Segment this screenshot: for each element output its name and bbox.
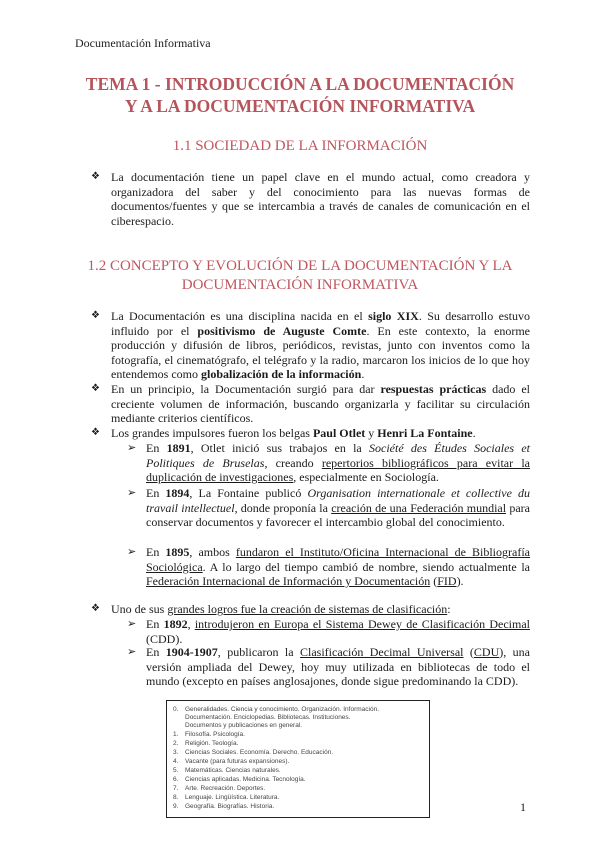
figure-row xyxy=(173,767,281,775)
sub-list-item xyxy=(127,617,530,646)
cdu-classification-figure xyxy=(166,700,430,818)
text: . Su desarrollo estuvo influido por el xyxy=(111,309,530,338)
row-text: Matemáticas. Ciencias naturales. xyxy=(185,767,281,774)
list-item xyxy=(91,170,530,228)
title-line-1: TEMA 1 - INTRODUCCIÓN A LA DOCUMENTACIÓN xyxy=(85,74,515,94)
bold-text: Henri La Fontaine xyxy=(377,426,473,440)
text: , ambos xyxy=(189,545,236,559)
arrow-bullet-icon: ➢ xyxy=(127,546,137,558)
row-number: 9. xyxy=(173,803,179,810)
figure-row xyxy=(173,740,238,748)
text: y xyxy=(365,426,378,440)
figure-row xyxy=(173,758,289,766)
arrow-bullet-icon: ➢ xyxy=(127,646,137,658)
underlined-text: Federación Internacional de Información y Documentación xyxy=(146,574,431,589)
bold-text: globalización de la información xyxy=(200,367,362,382)
row-text: Ciencias Sociales. Economía. Derecho. Educación. xyxy=(185,749,334,756)
figure-row xyxy=(173,803,274,811)
row-text: Vacante (para futuras expansiones). xyxy=(185,758,290,765)
text: , Otlet inició sus trabajos en la xyxy=(190,441,370,455)
diamond-bullet-icon: ❖ xyxy=(91,603,100,614)
bold-text: 1894 xyxy=(165,486,190,500)
heading-line-2: DOCUMENTACIÓN INFORMATIVA xyxy=(181,277,419,293)
figure-row xyxy=(173,776,306,784)
underlined-text: FID xyxy=(437,574,457,589)
diamond-bullet-icon: ❖ xyxy=(91,171,100,182)
text: , publicaron la xyxy=(217,645,301,659)
row-number: 2. xyxy=(173,740,179,747)
underlined-text: fundaron el Instituto/Oficina Internacional de Bibliografía Sociológica xyxy=(146,545,530,574)
page-number: 1 xyxy=(520,800,526,814)
underlined-text: CDU xyxy=(473,645,500,659)
row-text: Documentos y publicaciones en general. xyxy=(185,722,303,729)
list-item xyxy=(91,309,531,382)
text: En xyxy=(146,617,164,631)
text: , La Fontaine publicó xyxy=(189,486,308,500)
underlined-text: grandes logros fue la creación de sistemas de clasificación xyxy=(167,602,448,616)
list-item xyxy=(91,426,530,441)
row-number: 3. xyxy=(173,749,179,756)
text: , especialmente en Sociología. xyxy=(293,470,439,485)
row-text: Lenguaje. Lingüística. Literatura. xyxy=(185,794,280,801)
row-number: 5. xyxy=(173,767,179,774)
italic-text: Organisation internationale et collective du travail intellectuel xyxy=(146,486,530,515)
bullet-text: La documentación tiene un papel clave en el mundo actual, como creadora y organizadora del saber y del conocimiento para las nuevas formas de documentos/fuentes y que se intercambia a través de canales de comunicación en el ciberespacio. xyxy=(111,170,530,228)
heading-line-1: 1.2 CONCEPTO Y EVOLUCIÓN DE LA DOCUMENTACIÓN Y LA xyxy=(87,258,513,274)
row-number: 4. xyxy=(173,758,179,765)
title-line-2: Y A LA DOCUMENTACIÓN INFORMATIVA xyxy=(124,96,476,116)
sub-list-item xyxy=(127,645,530,689)
bold-text: Paul Otlet xyxy=(312,426,366,440)
text: En un principio, la Documentación surgió para dar xyxy=(111,382,381,396)
bold-text: positivismo de Auguste Comte xyxy=(197,323,367,338)
text: , creando xyxy=(264,455,322,470)
text: ). xyxy=(456,574,464,589)
running-header: Documentación Informativa xyxy=(75,36,211,50)
sub-list-item xyxy=(127,441,530,485)
underlined-text: creación de una Federación mundial xyxy=(331,500,507,515)
row-text: Filosofía. Psicología. xyxy=(185,731,245,738)
text: . En este contexto, la enorme producción y difusión de libros, periódicos, revistas, junto con inventos como la fotografía, el cinematógrafo, el telégrafo y la radio, marcaron los inicios de lo que hoy entendemos como xyxy=(111,323,531,382)
arrow-bullet-icon: ➢ xyxy=(127,487,137,499)
text: para conservar documentos y favorecer el intercambio global del conocimiento. xyxy=(146,500,530,530)
figure-row xyxy=(173,749,333,757)
bold-text: 1891 xyxy=(166,441,191,455)
bold-text: respuestas prácticas xyxy=(380,382,487,396)
diamond-bullet-icon: ❖ xyxy=(91,383,100,394)
text: En xyxy=(146,645,166,659)
sub-list-item xyxy=(127,486,530,530)
figure-row xyxy=(173,714,350,722)
text: ( xyxy=(430,574,438,589)
list-item xyxy=(91,602,530,617)
text: ), una versión ampliada del Dewey, hoy muy utilizada en bibliotecas de todo el mundo (excepto en países anglosajones, donde sigue predominando la CDD). xyxy=(146,645,530,689)
text: En xyxy=(146,545,166,559)
sub-list-item xyxy=(127,545,530,589)
row-number: 1. xyxy=(173,731,179,738)
underlined-text: introdujeron en Europa el Sistema Dewey de Clasificación Decimal xyxy=(194,617,530,631)
text: . A lo largo del tiempo cambió de nombre, siendo actualmente la xyxy=(202,559,530,574)
underlined-text: repertorios bibliográficos para evitar la duplicación de investigaciones xyxy=(146,455,530,485)
underlined-text: Clasificación Decimal Universal xyxy=(300,645,464,659)
row-number: 8. xyxy=(173,794,179,801)
text: Uno de sus xyxy=(111,602,168,616)
list-item xyxy=(91,382,530,426)
text: En xyxy=(146,441,167,455)
text: Los grandes impulsores fueron los belgas xyxy=(111,426,313,440)
bold-text: siglo XIX xyxy=(368,309,419,323)
text: dado el creciente volumen de información, buscando organizarla y facilitar su circulación mediante criterios científicos. xyxy=(111,382,530,426)
text: La Documentación es una disciplina nacida en el xyxy=(111,309,369,323)
text: . xyxy=(472,426,476,440)
bold-text: 1892 xyxy=(163,617,188,631)
text: En xyxy=(146,486,166,500)
figure-row xyxy=(173,794,279,802)
diamond-bullet-icon: ❖ xyxy=(91,310,100,321)
row-text: Geografía. Biografías. Historia. xyxy=(185,803,275,810)
row-text: Arte. Recreación. Deportes. xyxy=(185,785,266,792)
row-text: Religión. Teología. xyxy=(185,740,239,747)
section-heading-1-2 xyxy=(62,257,538,295)
text: (CDD). xyxy=(146,631,183,646)
arrow-bullet-icon: ➢ xyxy=(127,442,137,454)
row-number: 6. xyxy=(173,776,179,783)
section-heading-1-1: 1.1 SOCIEDAD DE LA INFORMACIÓN xyxy=(172,138,428,154)
text: . xyxy=(361,367,365,382)
italic-text: Société des Études Sociales et Politiques de Bruselas xyxy=(146,441,530,470)
row-text: Generalidades. Ciencia y conocimiento. Organización. Información. xyxy=(185,706,380,713)
row-text: Documentación. Enciclopedias. Bibliotecas. Instituciones. xyxy=(185,714,351,721)
row-number: 7. xyxy=(173,785,179,792)
text: ( xyxy=(463,645,474,659)
row-number: 0. xyxy=(173,706,179,713)
bold-text: 1895 xyxy=(165,545,190,559)
page-title xyxy=(60,73,540,117)
text: , donde proponía la xyxy=(234,500,332,515)
row-text: Ciencias aplicadas. Medicina. Tecnología. xyxy=(185,776,306,783)
figure-row xyxy=(173,785,265,793)
figure-row xyxy=(173,706,379,714)
text: : xyxy=(447,602,451,616)
figure-row xyxy=(173,722,302,730)
figure-row xyxy=(173,731,245,739)
bold-text: 1904-1907 xyxy=(165,645,218,659)
diamond-bullet-icon: ❖ xyxy=(91,427,100,438)
text: , xyxy=(187,617,195,631)
arrow-bullet-icon: ➢ xyxy=(127,618,137,630)
